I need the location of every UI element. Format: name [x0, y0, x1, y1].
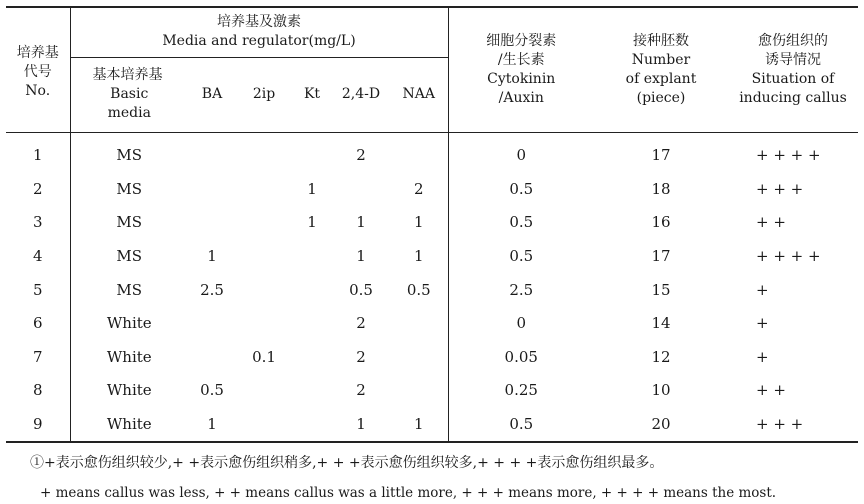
cell-ba: 1 [207, 247, 217, 266]
cell-2ip [236, 407, 292, 442]
header-2ip: 2ip [236, 57, 292, 132]
cell-basic-media: MS [116, 247, 143, 266]
cell-ratio: 0 [516, 146, 527, 165]
cell-ba [188, 306, 236, 340]
cell-naa [390, 132, 448, 172]
cell-no: 2 [6, 172, 70, 206]
header-naa: NAA [390, 57, 448, 132]
cell-2ip [236, 239, 292, 273]
cell-explant-count: 17 [651, 146, 671, 165]
table-footnotes [30, 452, 776, 504]
cell-explant-count: 12 [651, 347, 671, 366]
cell-2ip [236, 132, 292, 172]
cell-basic-media: MS [116, 146, 143, 165]
cell-kt [292, 306, 332, 340]
cell-explant-count: 18 [651, 179, 671, 198]
table-row [6, 407, 858, 442]
cell-callus-situation: + + + + [756, 146, 821, 165]
cell-kt [292, 374, 332, 408]
table-body [6, 132, 858, 442]
cell-ratio: 2.5 [509, 280, 534, 299]
cell-kt [292, 239, 332, 273]
cell-no: 5 [6, 273, 70, 307]
cell-ratio: 0.25 [504, 381, 538, 400]
cell-no: 1 [6, 132, 70, 172]
cell-callus-situation: + [756, 347, 769, 366]
header-24d: 2,4-D [332, 57, 390, 132]
cell-explant-count: 20 [594, 407, 728, 442]
cell-basic-media: MS [116, 179, 143, 198]
cell-24d: 2 [356, 314, 366, 333]
table-row [6, 239, 858, 273]
cell-naa: 1 [390, 239, 448, 273]
header-basic-media: 基本培养基 Basic media [70, 57, 188, 132]
cell-24d: 1 [332, 407, 390, 442]
cell-naa: 0.5 [390, 273, 448, 307]
cell-callus-situation: + + [756, 213, 786, 232]
header-code: 培养基 代号 No. [6, 7, 70, 132]
cell-basic-media: MS [116, 280, 143, 299]
cell-24d: 0.5 [349, 280, 373, 299]
cell-callus-situation: + + + [728, 407, 858, 442]
cell-ba [188, 206, 236, 240]
cell-basic-media: MS [116, 213, 143, 232]
callus-induction-table [6, 6, 858, 443]
table-row [6, 132, 858, 172]
cell-naa [390, 374, 448, 408]
cell-callus-situation: + [756, 280, 769, 299]
cell-basic-media: White [106, 314, 152, 333]
cell-2ip [236, 273, 292, 307]
cell-basic-media: White [70, 407, 188, 442]
header-media-group: 培养基及激素 Media and regulator(mg/L) [70, 7, 448, 57]
header-ba: BA [188, 57, 236, 132]
cell-no: 7 [6, 340, 70, 374]
cell-callus-situation: + + + + [756, 247, 821, 266]
cell-ratio: 0.5 [509, 247, 534, 266]
cell-explant-count: 17 [651, 247, 671, 266]
cell-naa: 1 [390, 206, 448, 240]
cell-kt [292, 340, 332, 374]
table-row [6, 374, 858, 408]
cell-explant-count: 16 [651, 213, 671, 232]
cell-2ip: 0.1 [252, 347, 276, 366]
cell-24d [332, 172, 390, 206]
cell-ba: 1 [188, 407, 236, 442]
header-callus: 愈伤组织的 诱导情况 Situation of inducing callus [728, 7, 858, 132]
cell-no: 4 [6, 239, 70, 273]
cell-ba [188, 340, 236, 374]
cell-2ip [236, 374, 292, 408]
header-explants: 接种胚数 Number of explant (piece) [594, 7, 728, 132]
cell-24d: 2 [356, 381, 366, 400]
cell-kt [292, 407, 332, 442]
table-row [6, 306, 858, 340]
header-kt: Kt [292, 57, 332, 132]
cell-basic-media: White [106, 347, 152, 366]
cell-basic-media: White [106, 381, 152, 400]
table-row [6, 340, 858, 374]
cell-kt [292, 132, 332, 172]
cell-explant-count: 15 [651, 280, 671, 299]
cell-ba: 0.5 [200, 381, 224, 400]
cell-callus-situation: + + [756, 381, 786, 400]
cell-24d: 2 [356, 146, 366, 165]
cell-2ip [236, 306, 292, 340]
cell-no: 9 [6, 407, 70, 442]
cell-kt: 1 [307, 213, 317, 232]
cell-ba: 2.5 [200, 280, 224, 299]
cell-explant-count: 10 [651, 381, 671, 400]
cell-no: 6 [6, 306, 70, 340]
cell-naa: 2 [390, 172, 448, 206]
cell-naa [390, 340, 448, 374]
cell-2ip [236, 172, 292, 206]
cell-explant-count: 14 [651, 314, 671, 333]
cell-ratio: 0.5 [509, 179, 534, 198]
cell-kt: 1 [307, 179, 317, 198]
cell-2ip [236, 206, 292, 240]
cell-24d: 2 [356, 347, 366, 366]
footnote-chinese: ①+表示愈伤组织较少,+ +表示愈伤组织稍多,+ + +表示愈伤组织较多,+ + + +表示愈伤组织最多。 [30, 455, 664, 471]
cell-ba [188, 132, 236, 172]
table-row [6, 172, 858, 206]
footnote-english: + means callus was less, + + means callus was a little more, + + + means more, + + + + means the most. [40, 485, 777, 501]
cell-ba [188, 172, 236, 206]
cell-ratio: 0.5 [509, 213, 534, 232]
cell-ratio: 0.5 [448, 407, 594, 442]
header-ratio: 细胞分裂素 /生长素 Cytokinin /Auxin [448, 7, 594, 132]
cell-callus-situation: + [756, 314, 769, 333]
cell-no: 3 [6, 206, 70, 240]
cell-naa [390, 306, 448, 340]
cell-ratio: 0 [516, 314, 527, 333]
cell-kt [292, 273, 332, 307]
table-row [6, 206, 858, 240]
cell-no: 8 [6, 374, 70, 408]
cell-ratio: 0.05 [504, 347, 538, 366]
table-row [6, 273, 858, 307]
cell-naa: 1 [390, 407, 448, 442]
cell-24d: 1 [356, 213, 366, 232]
cell-callus-situation: + + + [756, 179, 804, 198]
cell-24d: 1 [356, 247, 366, 266]
